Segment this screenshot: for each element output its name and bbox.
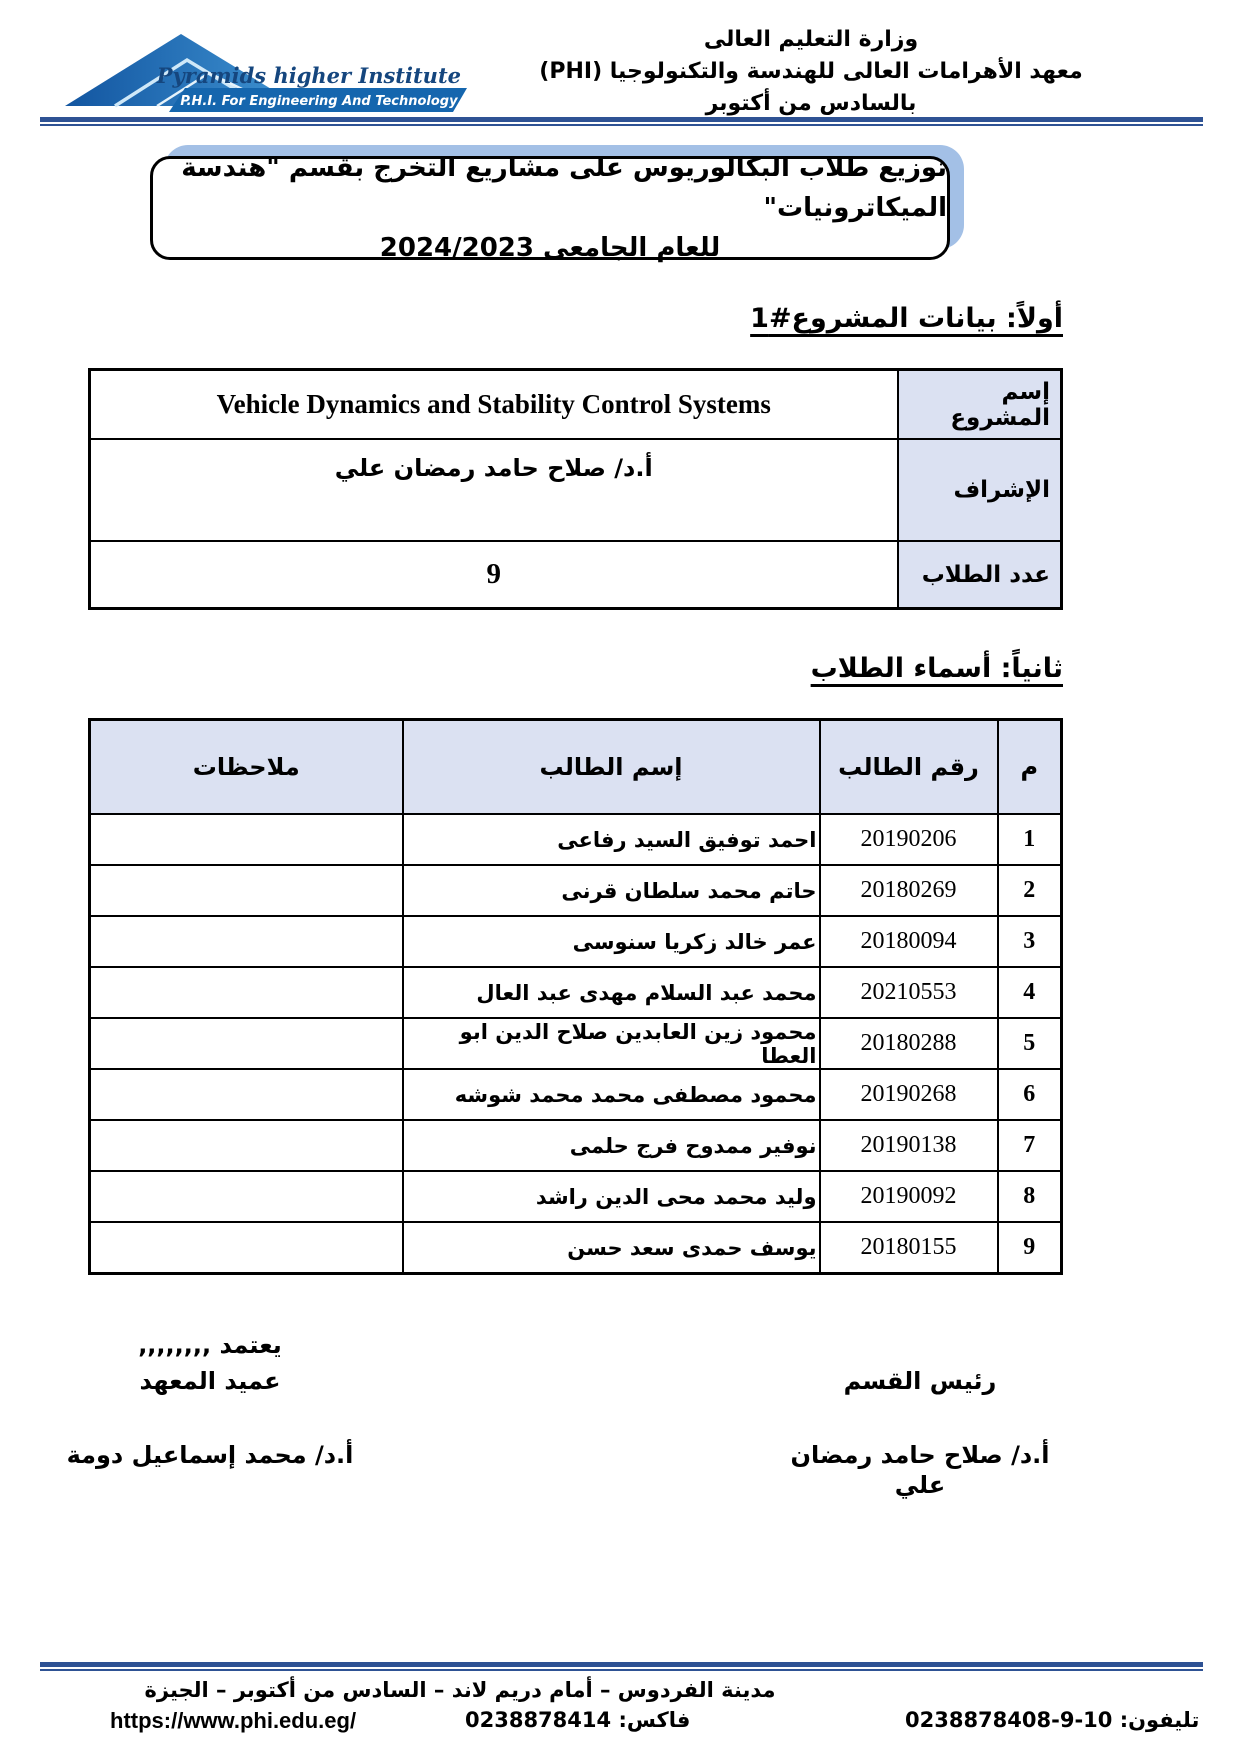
student-count-value: 9: [90, 541, 898, 609]
student-num: 9: [998, 1222, 1062, 1274]
column-header-id: رقم الطالب: [820, 720, 998, 815]
student-name: محمد عبد السلام مهدى عبد العال: [403, 967, 820, 1018]
student-row: [90, 916, 1062, 967]
head-name: أ.د/ صلاح حامد رمضان علي: [790, 1441, 1050, 1499]
student-id: 20190268: [820, 1069, 998, 1120]
student-count-label: عدد الطلاب: [898, 541, 1062, 609]
institute-logo: [57, 28, 467, 120]
header-divider: [40, 117, 1203, 126]
student-name: احمد توفيق السيد رفاعى: [403, 814, 820, 865]
student-row: [90, 814, 1062, 865]
student-notes: [90, 1069, 403, 1120]
logo-tagline-text: P.H.I. For Engineering And Technology: [180, 94, 458, 109]
project-name-value: Vehicle Dynamics and Stability Control Systems: [90, 370, 898, 440]
student-num: 6: [998, 1069, 1062, 1120]
student-notes: [90, 916, 403, 967]
student-notes: [90, 1120, 403, 1171]
student-id: 20190138: [820, 1120, 998, 1171]
student-num: 7: [998, 1120, 1062, 1171]
header-city: بالسادس من أكتوبر: [705, 91, 917, 116]
student-name: وليد محمد محى الدين راشد: [403, 1171, 820, 1222]
students-table-header: [90, 720, 1062, 815]
student-name: يوسف حمدى سعد حسن: [403, 1222, 820, 1274]
dean-title: عميد المعهد: [139, 1367, 281, 1395]
student-id: 20180094: [820, 916, 998, 967]
column-header-notes: ملاحظات: [90, 720, 403, 815]
student-notes: [90, 865, 403, 916]
supervision-label: الإشراف: [898, 439, 1062, 541]
footer-phone: [905, 1708, 1199, 1732]
student-id: 20190206: [820, 814, 998, 865]
student-name: حاتم محمد سلطان قرنى: [403, 865, 820, 916]
student-id: 20210553: [820, 967, 998, 1018]
logo-script-text: Pyramids higher Institute: [156, 63, 461, 88]
section1-heading: أولاً: بيانات المشروع#‏1: [750, 303, 1063, 334]
student-name: نوفير ممدوح فرج حلمى: [403, 1120, 820, 1171]
student-num: 5: [998, 1018, 1062, 1069]
student-id: 20180288: [820, 1018, 998, 1069]
student-row: [90, 1018, 1062, 1069]
project-info-table: [88, 368, 1063, 610]
student-count-row: [90, 541, 1062, 609]
student-row: [90, 865, 1062, 916]
student-num: 4: [998, 967, 1062, 1018]
fax-number: 0238878414: [465, 1708, 612, 1732]
student-notes: [90, 1171, 403, 1222]
supervision-value: أ.د/ صلاح حامد رمضان علي: [90, 439, 898, 541]
student-notes: [90, 967, 403, 1018]
student-row: [90, 1171, 1062, 1222]
student-name: محمود زين العابدين صلاح الدين ابو العطا: [403, 1018, 820, 1069]
footer-fax: [465, 1708, 690, 1732]
head-title: رئيس القسم: [843, 1367, 997, 1395]
title-line2: للعام الجامعى 2024/2023: [379, 233, 721, 263]
letterhead-text: [531, 24, 1091, 120]
section2-heading: ثانياً: أسماء الطلاب: [810, 653, 1063, 684]
project-name-row: [90, 370, 1062, 440]
student-id: 20190092: [820, 1171, 998, 1222]
student-row: [90, 967, 1062, 1018]
student-name: محمود مصطفى محمد محمد شوشه: [403, 1069, 820, 1120]
student-name: عمر خالد زكريا سنوسى: [403, 916, 820, 967]
student-row: [90, 1120, 1062, 1171]
student-notes: [90, 1018, 403, 1069]
title-box: [150, 153, 950, 263]
pyramid-logo-icon: [57, 28, 467, 120]
website-link[interactable]: https://www.phi.edu.eg/: [110, 1708, 357, 1733]
student-id: 20180155: [820, 1222, 998, 1274]
approval-line: يعتمد ,,,,,,,,: [138, 1331, 282, 1359]
student-row: [90, 1222, 1062, 1274]
footer-address: مدينة الفردوس – أمام دريم لاند – السادس من أكتوبر – الجيزة: [144, 1678, 776, 1702]
student-num: 2: [998, 865, 1062, 916]
student-notes: [90, 1222, 403, 1274]
dean-signature-block: [65, 1330, 355, 1470]
project-name-label: إسم المشروع: [898, 370, 1062, 440]
supervision-row: [90, 439, 1062, 541]
student-row: [90, 1069, 1062, 1120]
student-num: 8: [998, 1171, 1062, 1222]
phone-number: 0238878408-9-10: [905, 1708, 1113, 1732]
student-num: 1: [998, 814, 1062, 865]
student-num: 3: [998, 916, 1062, 967]
students-table: [88, 718, 1063, 1275]
phone-label: تليفون:: [1119, 1708, 1200, 1732]
column-header-num: م: [998, 720, 1062, 815]
student-id: 20180269: [820, 865, 998, 916]
dean-name: أ.د/ محمد إسماعيل دومة: [66, 1441, 354, 1469]
student-notes: [90, 814, 403, 865]
column-header-name: إسم الطالب: [403, 720, 820, 815]
header-ministry: وزارة التعليم العالى: [703, 27, 919, 52]
department-head-signature-block: [770, 1330, 1070, 1500]
header-institute: معهد الأهرامات العالى للهندسة والتكنولوجيا (PHI): [539, 59, 1083, 84]
title-line1: توزيع طلاب البكالوريوس على مشاريع التخرج بقسم "هندسة الميكاترونيات": [181, 153, 947, 223]
fax-label: فاكس:: [618, 1708, 691, 1732]
footer-divider: [40, 1662, 1203, 1671]
